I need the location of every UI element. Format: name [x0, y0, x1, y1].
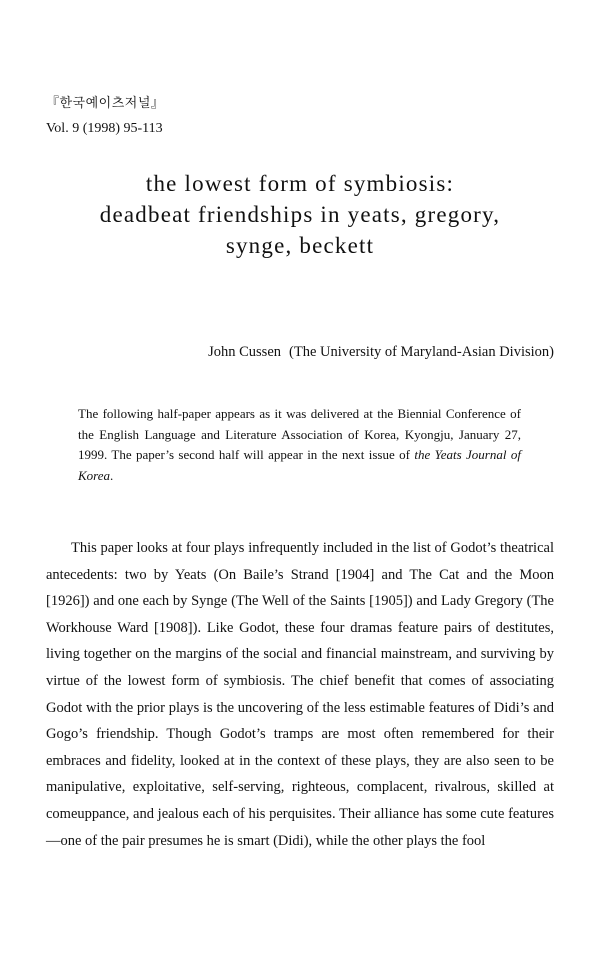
- abstract-end: .: [110, 467, 114, 483]
- abstract-text: The following half-paper appears as it was delivered at the Biennial Conference of the English Language and Literature Association of Korea, Kyongju, January 27, 1999. The paper’s second half will appear in the next issue of: [78, 406, 521, 462]
- volume-pages: Vol. 9 (1998) 95-113: [46, 121, 163, 136]
- author-line: [208, 344, 554, 361]
- title-line-2: deadbeat friendships in yeats, gregory,: [99, 202, 501, 227]
- title-line-3: synge, beckett: [225, 233, 375, 258]
- journal-name: 『한국예이츠저널』: [46, 95, 165, 110]
- title-line-1: the lowest form of symbiosis:: [145, 171, 455, 196]
- author-name: John Cussen: [208, 344, 282, 360]
- paper-title: [30, 168, 570, 261]
- abstract-journal-title: the Yeats Journal of Korea: [78, 447, 521, 483]
- body-paragraph: This paper looks at four plays infrequently included in the list of Godot’s theatrical antecedents: two by Yeats (On Baile’s Strand [1904] and The Cat and the Moon [1926]) and one each by Synge (The Well of the Saints [1905]) and Lady Gregory (The Workhouse Ward [1908]). Like Godot, these four dramas feature pairs of destitutes, living together on the margins of the social and financial mainstream, and surviving by virtue of the lowest form of symbiosis. The chief benefit that comes of associating Godot with the prior plays is the uncovering of the less estimable features of Didi’s and Gogo’s friendship. Though Godot’s tramps are most often remembered for their embraces and fidelity, looked at in the context of these plays, they are also seen to be manipulative, exploitative, self-serving, righteous, complacent, rivalrous, skilled at comeuppance, and jealous each of his perquisites. Their alliance has some cute features—one of the pair presumes he is smart (Didi), while the other plays the fool: [46, 540, 554, 849]
- author-affiliation: (The University of Maryland-Asian Division): [289, 344, 554, 360]
- abstract-note: [78, 404, 521, 486]
